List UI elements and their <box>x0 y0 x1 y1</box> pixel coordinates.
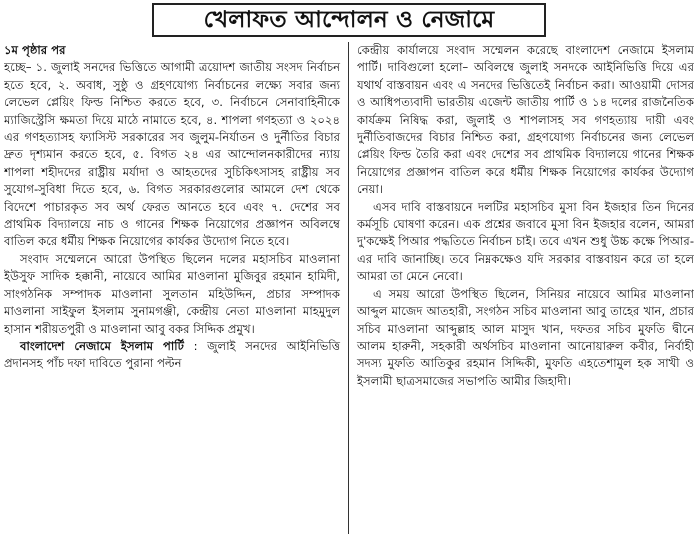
program-paragraph: এসব দাবি বাস্তবায়নে দলটির মহাসচিব মুসা বিন ইজহার তিন দিনের কর্মসূচি ঘোষণা করেন। এক প্রশ্নের জবাবে মুসা বিন ইজহার বলেন, আমরা দু'কক্ষেই পিআর পদ্ধতিতে নির্বাচন চাই। তবে এখন শুধু উচ্চ কক্ষে পিআর-এর দাবি জানাচ্ছি। তবে নিম্নকক্ষেও যদি সরকার বাস্তবায়ন করে তা হলে আমরা তা মেনে নেবো। <box>357 199 694 284</box>
continued-from-label: ১ম পৃষ্ঠার পর <box>4 43 66 57</box>
party-name-lead: বাংলাদেশ নেজামে ইসলাম পার্টি <box>20 338 184 353</box>
nizam-party-paragraph <box>4 338 340 373</box>
demands-paragraph: হচ্ছে– ১. জুলাই সনদের ভিত্তিতে আগামী ত্রয়োদশ জাতীয় সংসদ নির্বাচন হতে হবে, ২. অবাধ, সুষ্ঠু ও গ্রহণযোগ্য নির্বাচনের লক্ষ্যে সবার জন্য লেভেল প্লেয়িং ফিল্ড নিশ্চিত করতে হবে, ৩. নির্বাচনে সেনাবাহিনীকে ম্যাজিস্ট্রেসি ক্ষমতা দিয়ে মাঠে নামাতে হবে, ৪. শাপলা গণহত্যা ও ২০২৪ এর গণহত্যাসহ ফ্যাসিস্ট সরকারের সব জুলুম-নির্যাতন ও দুর্নীতির বিচার দ্রুত দৃশ্যমান করতে হবে, ৫. বিগত ২৪ এর আন্দোলনকারীদের ন্যায় শাপলা শহীদদের রাষ্ট্রীয় মর্যাদা ও আহতদের সুচিকিৎসাসহ রাষ্ট্রীয় সব সুযোগ-সুবিধা দিতে হবে, ৬. বিগত সরকারগুলোর আমলে দেশ থেকে বিদেশে পাচারকৃত সব অর্থ ফেরত আনতে হবে এবং ৭. দেশের সব প্রাথমিক বিদ্যালয়ে নাচ ও গানের শিক্ষক নিয়োগের প্রজ্ঞাপন অবিলম্বে বাতিল করে ধর্মীয় শিক্ষক নিয়োগের কার্যকর উদ্যোগ নিতে হবে। <box>4 60 340 249</box>
party-paragraph-text: : জুলাই সনদের আইনিভিত্তি প্রদানসহ পাঁচ দফা দাবিতে পুরানা পল্টন <box>4 338 340 371</box>
present-leaders-paragraph: এ সময় আরো উপস্থিত ছিলেন, সিনিয়র নায়েবে আমির মাওলানা আব্দুল মাজেদ আতহারী, সংগঠন সচিব মাওলানা আবু তাহের খান, প্রচার সচিব মাওলানা আব্দুল্লাহ আল মাসুদ খান, দফতর সচিব মুফতি দ্বীনে আলম হারুনী, সহকারী অর্থসচিব মাওলানা আনোয়ারুল কবীর, নির্বাহী সদস্য মুফতি আতিকুর রহমান সিদ্দিকী, মুফতি এহতেশামুল হক সাখী ও ইসলামী ছাত্রসমাজের সভাপতি আমীর জিহাদী। <box>357 286 694 388</box>
attendees-paragraph: সংবাদ সম্মেলনে আরো উপস্থিত ছিলেন দলের মহাসচিব মাওলানা ইউসুফ সাদিক হক্কানী, নায়েবে আমির মাওলানা মুজিবুর রহমান হামিদী, সাংগঠনিক সম্পাদক মাওলানা সুলতান মহিউদ্দিন, প্রচার সম্পাদক মাওলানা সাইফুল ইসলাম সুনামগঞ্জী, কেন্দ্রীয় নেতা মাওলানা মাহমুদুল হাসান শরীয়তপুরী ও মাওলানা আবু বকর সিদ্দিক প্রমুখ। <box>4 251 340 336</box>
left-column <box>4 42 349 534</box>
press-conference-paragraph: কেন্দ্রীয় কার্যালয়ে সংবাদ সম্মেলন করেছে বাংলাদেশ নেজামে ইসলাম পার্টি। দাবিগুলো হলো– অবিলম্বে জুলাই সনদকে আইনিভিত্তি দিয়ে এর যথার্থ বাস্তবায়ন এবং এ সনদের ভিত্তিতেই নির্বাচন করা। আওয়ামী দোসর ও আধিপত্যবাদী ভারতীয় এজেন্ট জাতীয় পার্টি ও ১৪ দলের রাজনৈতিক কার্যক্রম নিষিদ্ধ করা, জুলাই ও শাপলাসহ সব গণহত্যায় দায়ী এবং দুর্নীতিবাজদের বিচার নিশ্চিত করা, গ্রহণযোগ্য নির্বাচনের জন্য লেভেল প্লেয়িং ফিল্ড তৈরি করা এবং দেশের সব প্রাথমিক বিদ্যালয়ে গানের শিক্ষক নিয়োগের প্রজ্ঞাপন বাতিল করে ধর্মীয় শিক্ষক নিয়োগের কার্যকর উদ্যোগ নেয়া। <box>357 43 694 197</box>
article-columns <box>4 42 694 534</box>
headline-box <box>152 3 546 37</box>
right-column <box>349 42 694 534</box>
headline: খেলাফত আন্দোলন ও নেজামে <box>203 5 495 33</box>
